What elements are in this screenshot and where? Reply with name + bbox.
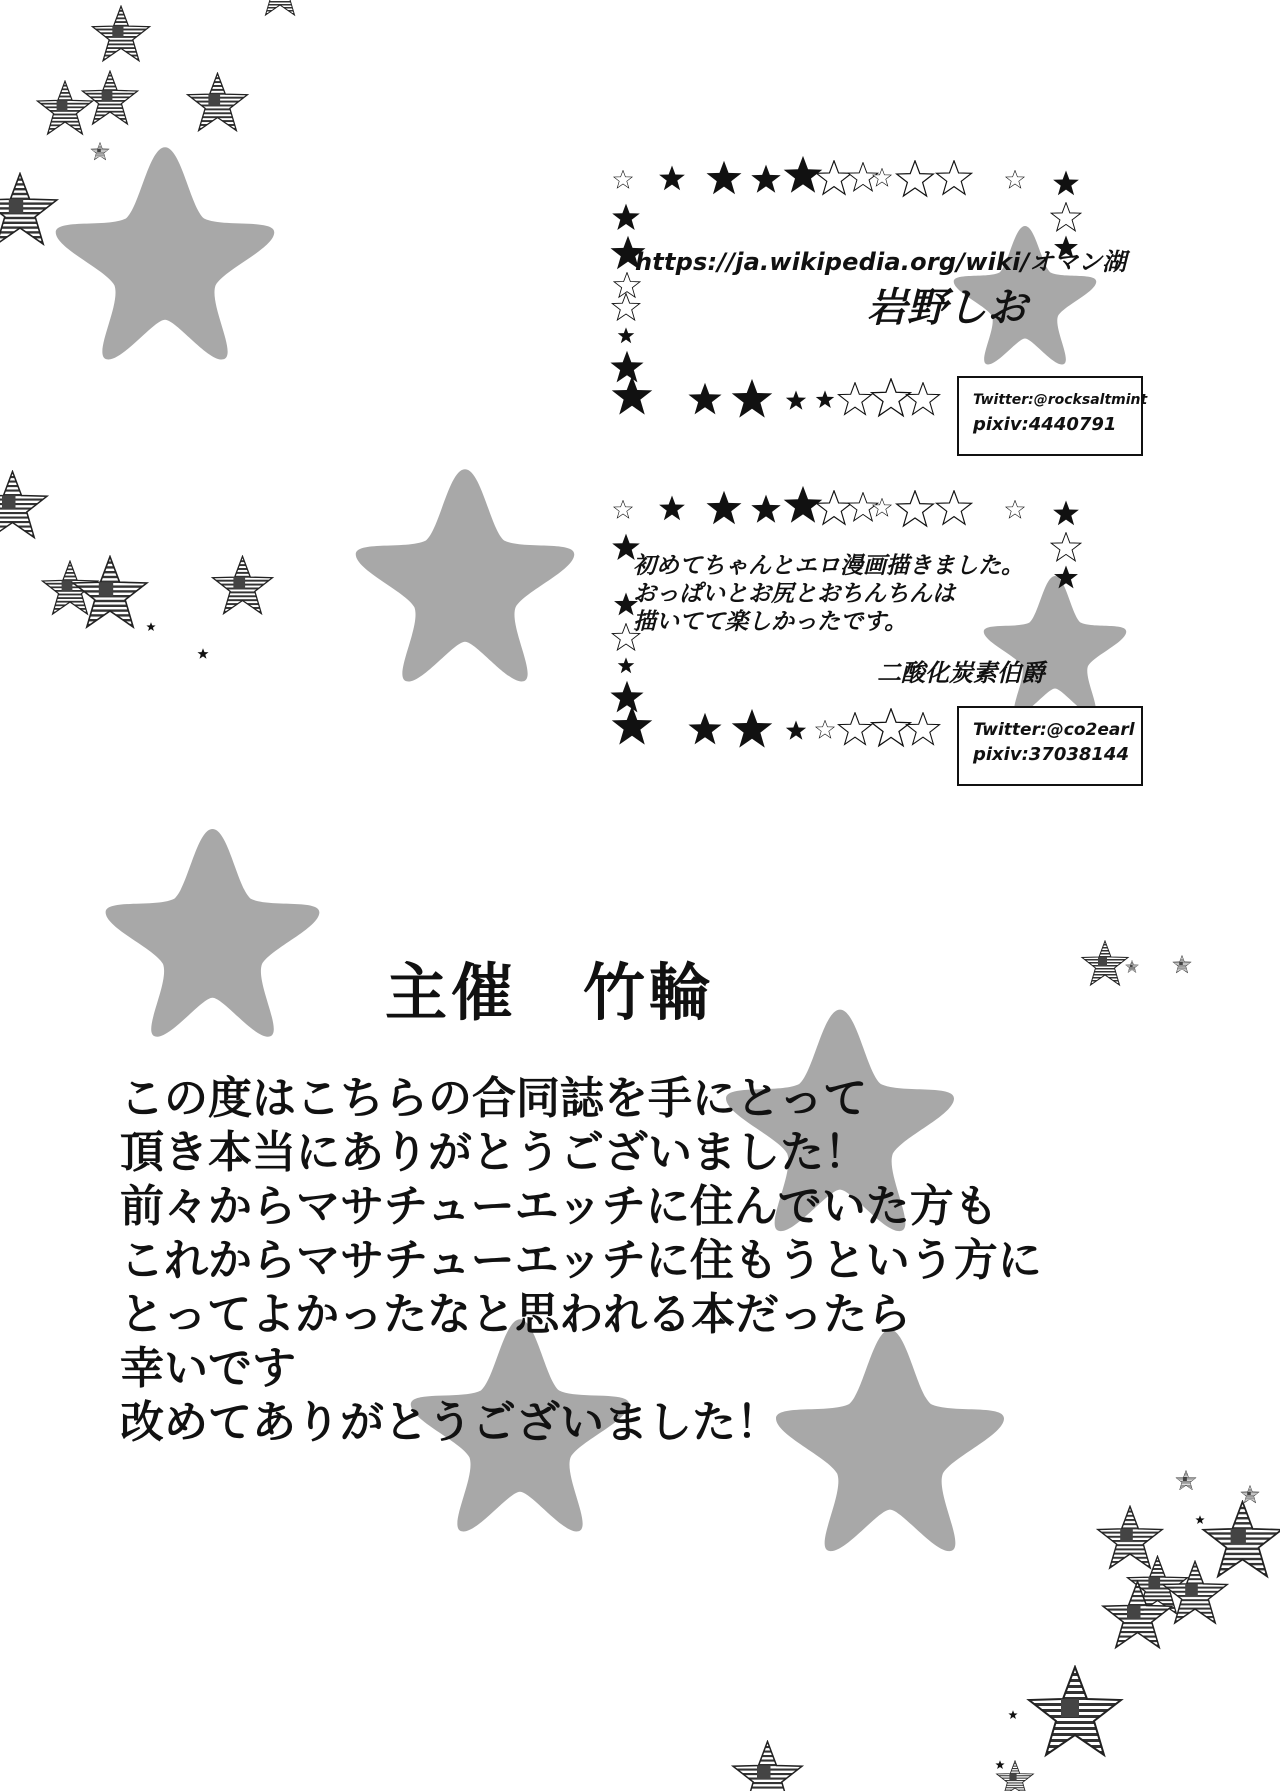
small-star-icon: [1195, 1515, 1204, 1524]
small-star-icon: [197, 648, 208, 659]
american-flag-star-icon: [188, 73, 248, 130]
note-line: 描いてて楽しかったです。: [633, 609, 908, 635]
american-flag-star-icon: [37, 81, 92, 134]
message-line: 頂き本当にありがとうございました！: [120, 1127, 868, 1178]
author-note: [633, 552, 1024, 636]
american-flag-star-icon: [1176, 1470, 1196, 1489]
grey-star-icon: [106, 829, 320, 1037]
author-card-2: [605, 480, 1145, 800]
note-line: おっぱいとお尻とおちんちんは: [633, 581, 955, 607]
american-flag-star-icon: [73, 557, 147, 627]
author-card-1: [605, 150, 1148, 470]
american-flag-star-icon: [733, 1742, 802, 1791]
twitter-handle: Twitter:@co2earl: [973, 720, 1135, 740]
american-flag-star-icon: [1241, 1485, 1259, 1503]
contact-box: [957, 376, 1148, 456]
organizer-message: [120, 1072, 1042, 1450]
small-star-icon: [146, 622, 155, 631]
message-line: 改めてありがとうございました！: [120, 1397, 780, 1448]
organizer-title: 主催 竹輪: [385, 956, 716, 1029]
american-flag-star-icon: [82, 71, 137, 124]
american-flag-star-icon: [1163, 1561, 1227, 1623]
author-name: 岩野しお: [867, 285, 1027, 331]
small-star-icon: [995, 1760, 1004, 1769]
american-flag-star-icon: [1203, 1502, 1280, 1577]
note-line: 初めてちゃんとエロ漫画描きました。: [633, 553, 1024, 579]
message-line: これからマサチューエッチに住もうという方に: [120, 1235, 1042, 1286]
message-line: 幸いです: [120, 1343, 296, 1394]
american-flag-star-icon: [1082, 941, 1128, 985]
american-flag-star-icon: [1098, 1506, 1162, 1568]
american-flag-star-icon: [1029, 1667, 1121, 1755]
american-flag-star-icon: [1126, 960, 1139, 972]
american-flag-star-icon: [91, 142, 109, 160]
message-line: 前々からマサチューエッチに住んでいた方も: [120, 1181, 998, 1232]
american-flag-star-icon: [1173, 955, 1191, 973]
american-flag-star-icon: [213, 556, 273, 613]
grey-star-icon: [56, 147, 275, 359]
american-flag-star-icon: [0, 472, 47, 538]
american-flag-star-icon: [0, 174, 57, 244]
small-star-icon: [1008, 1710, 1017, 1719]
grey-star-icon: [356, 469, 575, 681]
author-name: 二酸化炭素伯爵: [877, 659, 1045, 687]
message-line: この度はこちらの合同誌を手にとって: [120, 1073, 868, 1124]
wiki-url: https://ja.wikipedia.org/wiki/オマン湖: [635, 248, 1127, 276]
pixiv-id: pixiv:4440791: [973, 414, 1117, 435]
twitter-handle: Twitter:@rocksaltmint: [973, 392, 1148, 408]
american-flag-star-icon: [257, 0, 303, 15]
pixiv-id: pixiv:37038144: [973, 744, 1129, 765]
message-line: とってよかったなと思われる本だったら: [120, 1289, 912, 1340]
american-flag-star-icon: [92, 6, 149, 61]
contact-box: [957, 706, 1143, 786]
